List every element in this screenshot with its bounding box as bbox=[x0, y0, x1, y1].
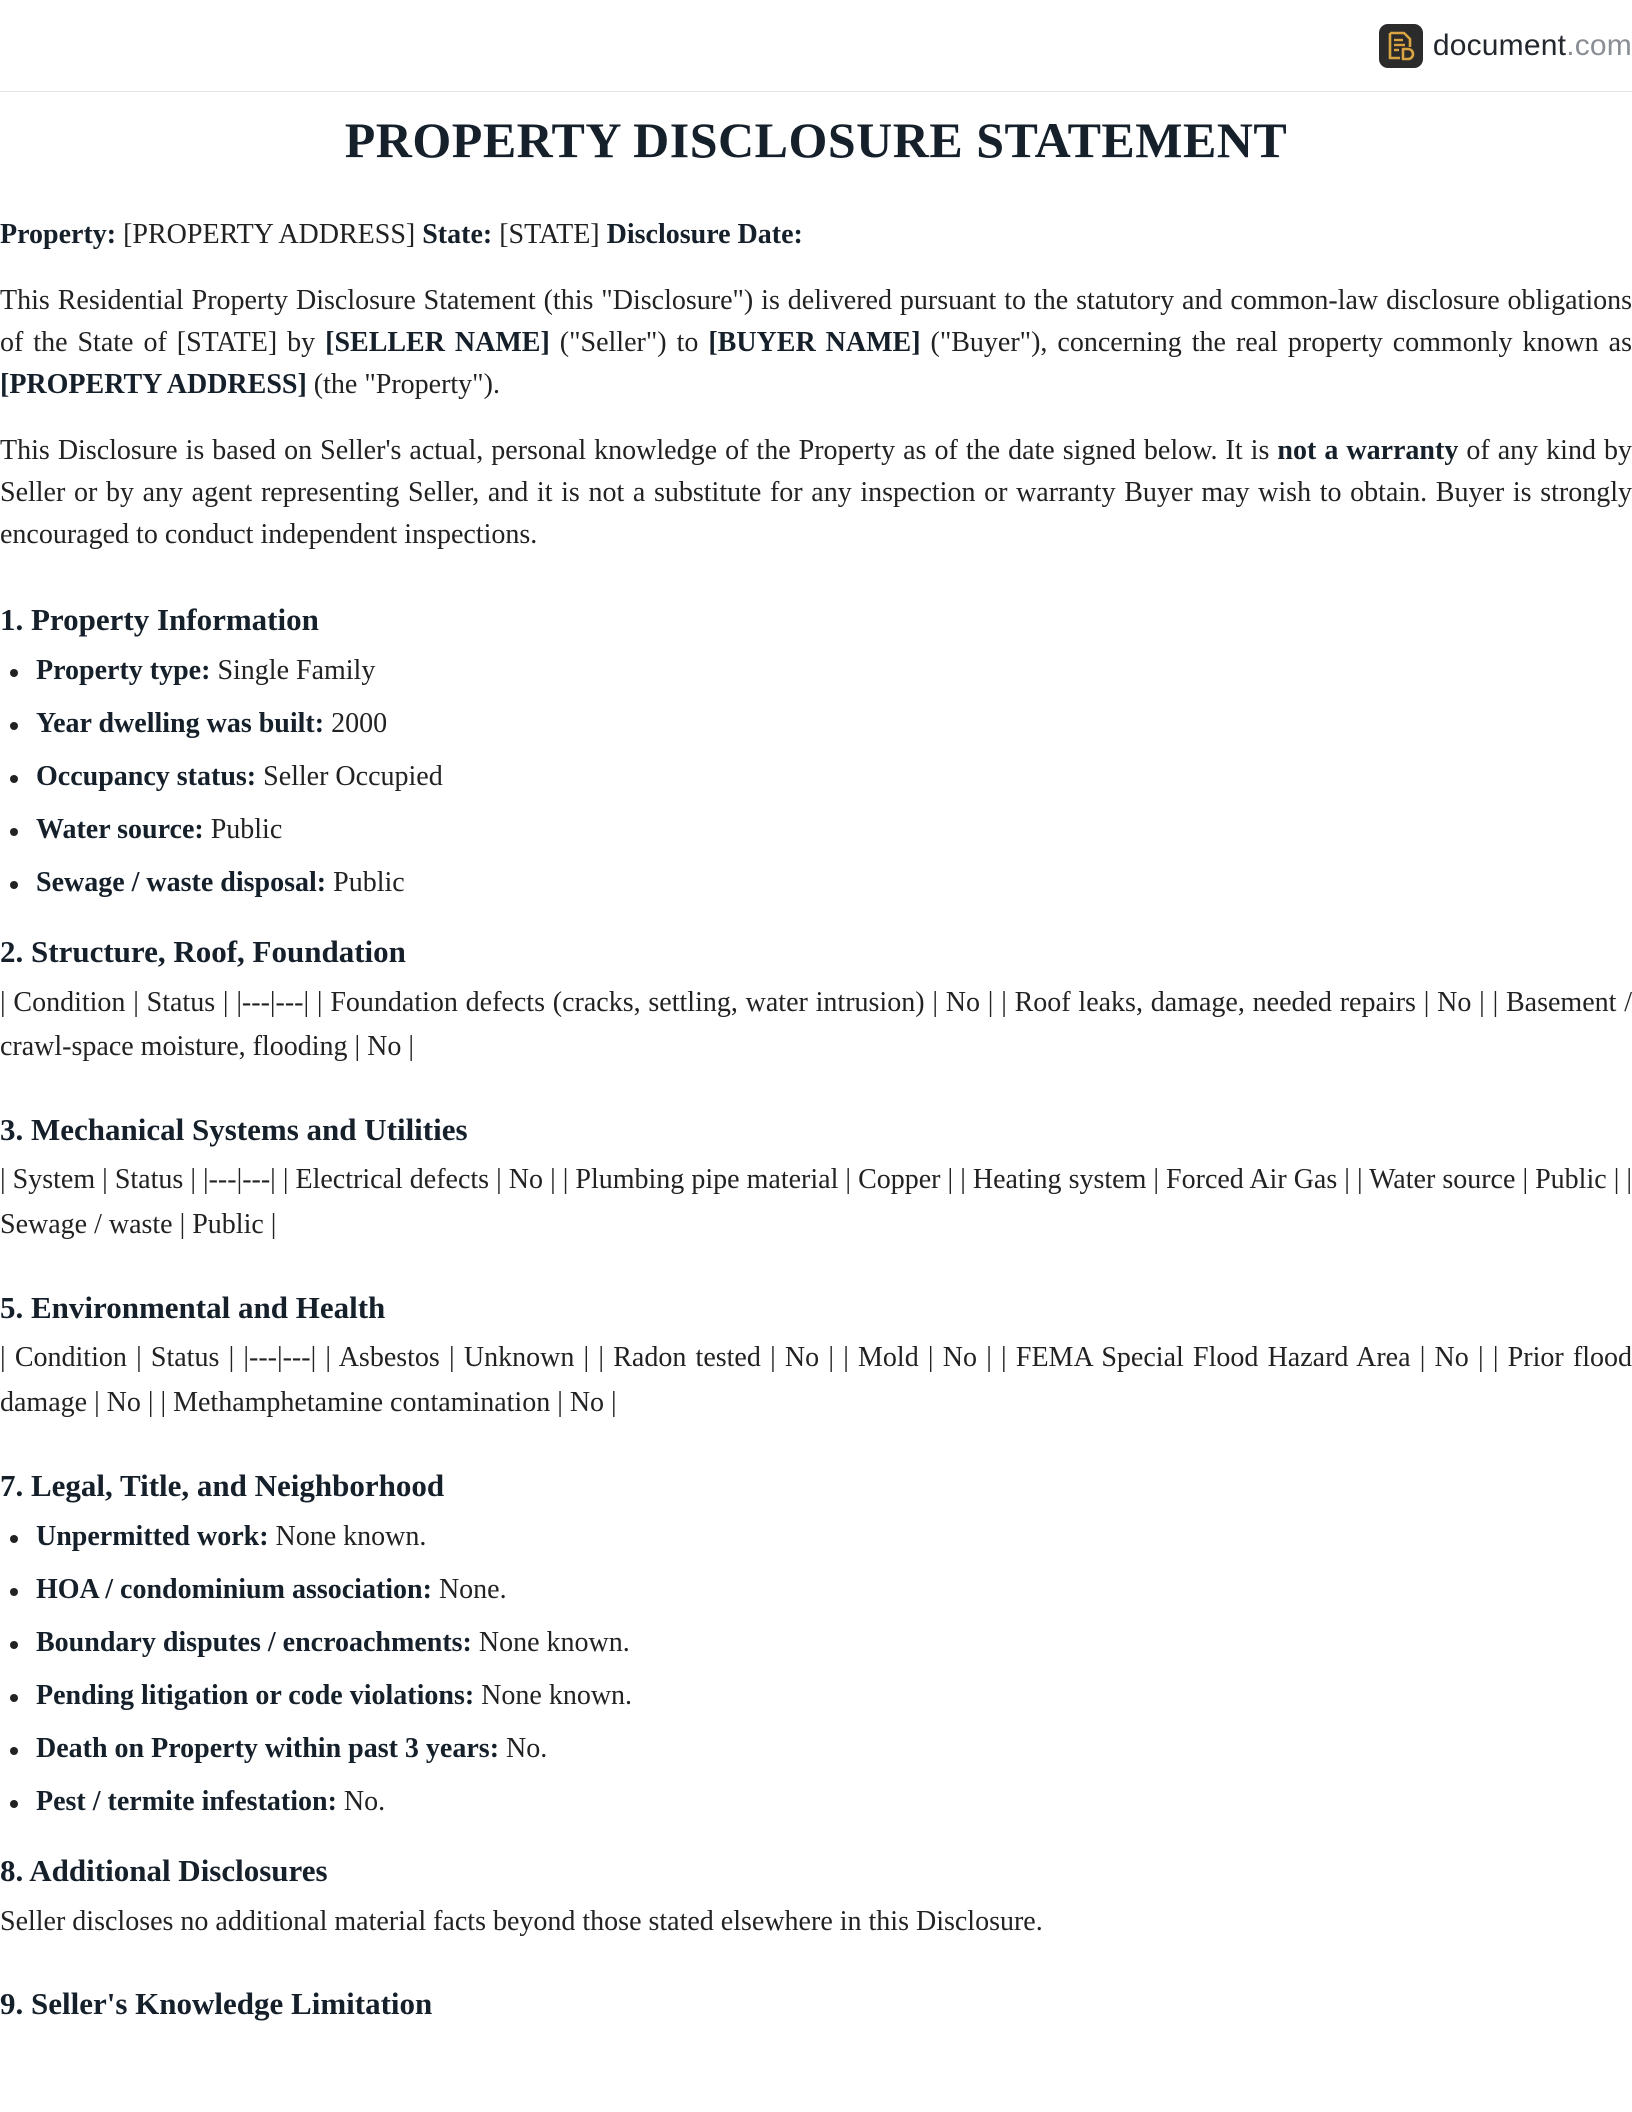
list-item-value: Public bbox=[326, 867, 405, 899]
list-item-value: None known. bbox=[268, 1521, 427, 1553]
intro-text-b: ("Seller") to bbox=[549, 327, 709, 358]
list-item-label: Unpermitted work: bbox=[36, 1521, 269, 1553]
list-item-value: No. bbox=[499, 1733, 548, 1765]
brand-name-tld: .com bbox=[1566, 29, 1632, 62]
not-warranty-text: not a warranty bbox=[1277, 435, 1459, 466]
intro-paragraph-1 bbox=[0, 280, 1632, 406]
list-item-value: None known. bbox=[474, 1680, 633, 1712]
section-title-structure-roof-foundation: 2. Structure, Roof, Foundation bbox=[0, 934, 406, 970]
list-item-label: Year dwelling was built: bbox=[36, 708, 325, 740]
property-address: [PROPERTY ADDRESS] bbox=[0, 369, 307, 400]
mechanical-table-text: | System | Status | |---|---| | Electrical defects | No | | Plumbing pipe material | Copper | | Heating system | Forced Air Gas | | Water source | Public | | Sewage / waste | Public | bbox=[0, 1164, 1632, 1241]
state-value: [STATE] bbox=[492, 219, 607, 250]
property-label: Property: bbox=[0, 219, 117, 250]
list-item-value: Seller Occupied bbox=[256, 761, 443, 793]
list-item-label: Death on Property within past 3 years: bbox=[36, 1733, 500, 1765]
legal-title-list bbox=[0, 1516, 1632, 1823]
list-item bbox=[36, 809, 1632, 851]
buyer-name: [BUYER NAME] bbox=[708, 327, 921, 358]
state-label: State: bbox=[422, 219, 493, 250]
list-item bbox=[36, 862, 1632, 904]
property-meta-line bbox=[0, 214, 1632, 256]
list-item bbox=[36, 1781, 1632, 1823]
structure-table-text: | Condition | Status | |---|---| | Foundation defects (cracks, settling, water intrusion) | No | | Roof leaks, damage, needed repairs | No | | Basement / crawl-space moisture, flooding | No | bbox=[0, 986, 1632, 1063]
property-information-list bbox=[0, 650, 1632, 904]
section-title-mechanical-systems: 3. Mechanical Systems and Utilities bbox=[0, 1112, 468, 1148]
list-item bbox=[36, 756, 1632, 798]
list-item bbox=[36, 650, 1632, 692]
list-item bbox=[36, 1569, 1632, 1611]
list-item-value: Public bbox=[203, 814, 283, 846]
intro-text-d: (the "Property"). bbox=[306, 369, 500, 400]
list-item-value: Single Family bbox=[210, 655, 376, 687]
intro-paragraph-2 bbox=[0, 430, 1632, 556]
list-item-value: None. bbox=[431, 1574, 507, 1606]
document-title: PROPERTY DISCLOSURE STATEMENT bbox=[344, 112, 1288, 168]
list-item-value: No. bbox=[336, 1786, 386, 1818]
list-item-label: Water source: bbox=[36, 814, 204, 846]
section-title-environmental-health: 5. Environmental and Health bbox=[0, 1290, 386, 1326]
brand-name-main: document bbox=[1432, 29, 1567, 62]
seller-name: [SELLER NAME] bbox=[325, 327, 550, 358]
list-item-label: Pest / termite infestation: bbox=[36, 1786, 337, 1818]
intro-text-e: This Disclosure is based on Seller's actual, personal knowledge of the Property as of the date signed below. It is bbox=[0, 435, 1278, 466]
section-title-legal-title-neighborhood: 7. Legal, Title, and Neighborhood bbox=[0, 1467, 445, 1503]
list-item-label: Occupancy status: bbox=[36, 761, 257, 793]
list-item bbox=[36, 1675, 1632, 1717]
property-value: [PROPERTY ADDRESS] bbox=[116, 219, 423, 250]
list-item-label: Pending litigation or code violations: bbox=[36, 1680, 475, 1712]
section-title-property-information: 1. Property Information bbox=[0, 602, 319, 637]
top-bar bbox=[0, 0, 1632, 92]
list-item-value: 2000 bbox=[324, 708, 388, 740]
list-item bbox=[36, 1622, 1632, 1664]
list-item bbox=[36, 703, 1632, 745]
list-item-label: Property type: bbox=[36, 655, 211, 687]
list-item bbox=[36, 1728, 1632, 1770]
document-body bbox=[0, 92, 1632, 2025]
section-title-additional-disclosures: 8. Additional Disclosures bbox=[0, 1853, 328, 1889]
list-item-value: None known. bbox=[471, 1627, 630, 1659]
intro-text-f: of any kind by Seller or by any agent representing Seller, and it is not a substitute for any inspection or warranty Buyer may wish to obtain. Buyer is strongly encouraged to conduct independent inspections. bbox=[0, 435, 1632, 550]
brand-logo[interactable] bbox=[1379, 24, 1632, 68]
list-item-label: Boundary disputes / encroachments: bbox=[36, 1627, 472, 1659]
environmental-table-text: | Condition | Status | |---|---| | Asbestos | Unknown | | Radon tested | No | | Mold | No | | FEMA Special Flood Hazard Area | No | | Prior flood damage | No | | Methamphetamine contamination | No | bbox=[0, 1342, 1632, 1419]
list-item bbox=[36, 1516, 1632, 1558]
document-logo-icon bbox=[1379, 24, 1423, 68]
list-item-label: Sewage / waste disposal: bbox=[36, 867, 327, 899]
intro-text-a: This Residential Property Disclosure Statement (this "Disclosure") is delivered pursuant to the statutory and common-law disclosure obligations of the State of [STATE] by bbox=[0, 285, 1632, 358]
intro-text-c: ("Buyer"), concerning the real property commonly known as bbox=[920, 327, 1632, 358]
brand-name bbox=[1433, 29, 1632, 63]
additional-disclosures-text: Seller discloses no additional material facts beyond those stated elsewhere in this Disclosure. bbox=[0, 1905, 1043, 1937]
section-title-seller-knowledge-limitation: 9. Seller's Knowledge Limitation bbox=[0, 1986, 433, 2022]
list-item-label: HOA / condominium association: bbox=[36, 1574, 432, 1606]
disclosure-date-label: Disclosure Date: bbox=[606, 219, 803, 250]
